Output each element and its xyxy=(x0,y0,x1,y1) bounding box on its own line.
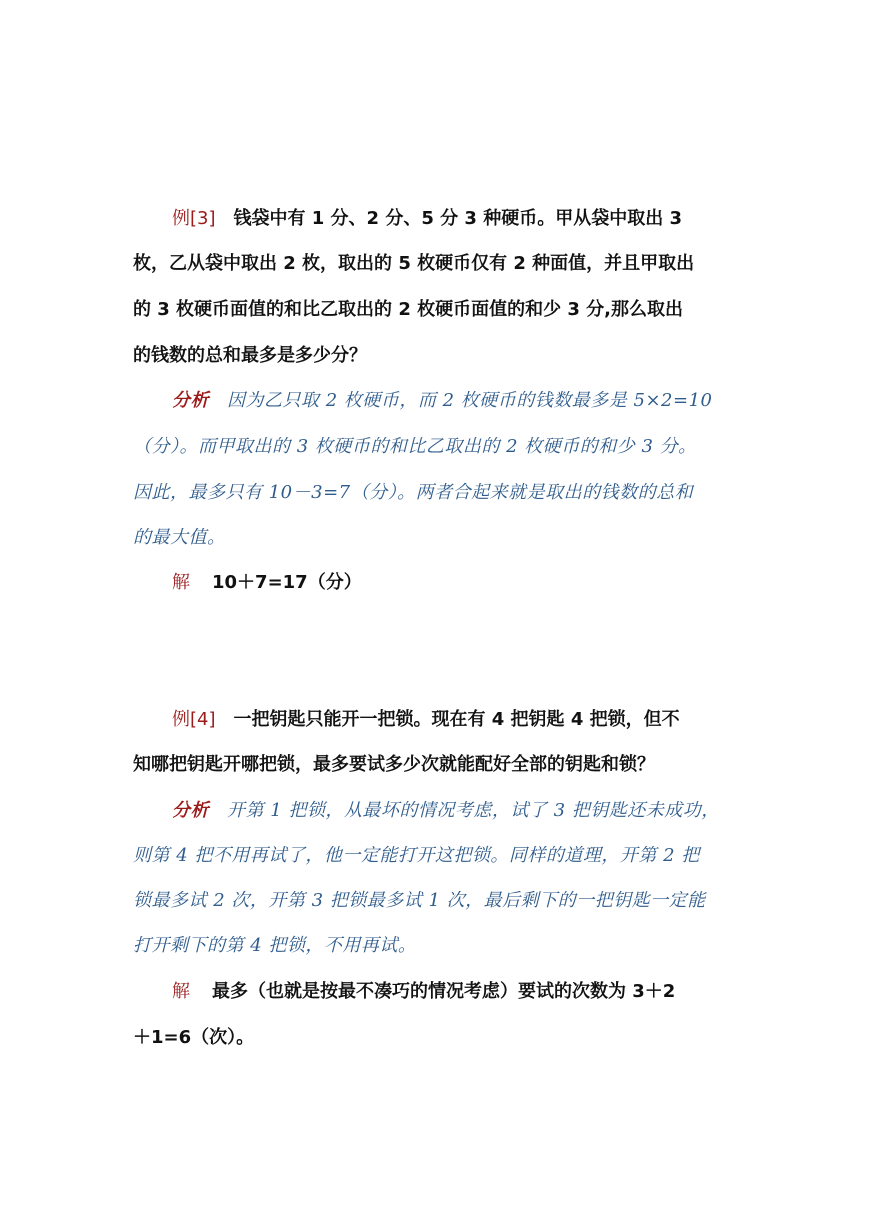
example4-analysis-line-1 xyxy=(172,795,743,827)
example3-solution-line-1 xyxy=(172,567,743,599)
example4-question-line-1 xyxy=(172,704,743,736)
example3-analysis-text-1: 因为乙只取 2 枚硬币，而 2 枚硬币的钱数最多是 5×2=10 xyxy=(227,390,713,411)
example3-analysis-line-3: 因此，最多只有 10－3=7（分）。两者合起来就是取出的钱数的总和 xyxy=(133,482,694,503)
example4-solution-line-2: ＋1=6（次）。 xyxy=(133,1027,255,1048)
example4-analysis-text-1: 开第 1 把锁，从最坏的情况考虑，试了 3 把钥匙还未成功， xyxy=(227,800,720,821)
example3-solution-text-1: 10＋7=17（分） xyxy=(212,572,362,593)
example3-label: 例[3] xyxy=(172,208,216,229)
example4-analysis-line-2: 则第 4 把不用再试了，他一定能打开这把锁。同样的道理，开第 2 把 xyxy=(133,845,700,866)
example4-analysis-line-3: 锁最多试 2 次，开第 3 把锁最多试 1 次，最后剩下的一把钥匙一定能 xyxy=(133,890,706,911)
example4-question-line-2: 知哪把钥匙开哪把锁，最多要试多少次就能配好全部的钥匙和锁？ xyxy=(133,754,655,775)
example4-analysis-line-4: 打开剩下的第 4 把锁，不用再试。 xyxy=(133,935,417,956)
example3-analysis-line-1 xyxy=(172,385,743,417)
example3-question-text-1: 钱袋中有 1 分、2 分、5 分 3 种硬币。甲从袋中取出 3 xyxy=(233,208,682,229)
example3-question-line-4: 的钱数的总和最多是多少分？ xyxy=(133,345,367,366)
example3-question-line-3: 的 3 枚硬币面值的和比乙取出的 2 枚硬币面值的和少 3 分,那么取出 xyxy=(133,299,684,320)
example4-label: 例[4] xyxy=(172,709,216,730)
example4-solution-line-1 xyxy=(172,976,743,1008)
example4-analysis-label: 分析 xyxy=(172,800,209,821)
example3-analysis-line-4: 的最大值。 xyxy=(133,527,226,548)
example3-question-line-2: 枚，乙从袋中取出 2 枚，取出的 5 枚硬币仅有 2 种面值，并且甲取出 xyxy=(133,253,695,274)
example3-analysis-line-2: （分）。而甲取出的 3 枚硬币的和比乙取出的 2 枚硬币的和少 3 分。 xyxy=(133,436,697,457)
example3-analysis-label: 分析 xyxy=(172,390,209,411)
example3-question-line-1 xyxy=(172,203,743,235)
example4-solution-label: 解 xyxy=(172,981,190,1002)
example4-question-text-1: 一把钥匙只能开一把锁。现在有 4 把钥匙 4 把锁，但不 xyxy=(233,709,680,730)
example3-solution-label: 解 xyxy=(172,572,190,593)
example4-solution-text-1: 最多（也就是按最不凑巧的情况考虑）要试的次数为 3＋2 xyxy=(212,981,676,1002)
